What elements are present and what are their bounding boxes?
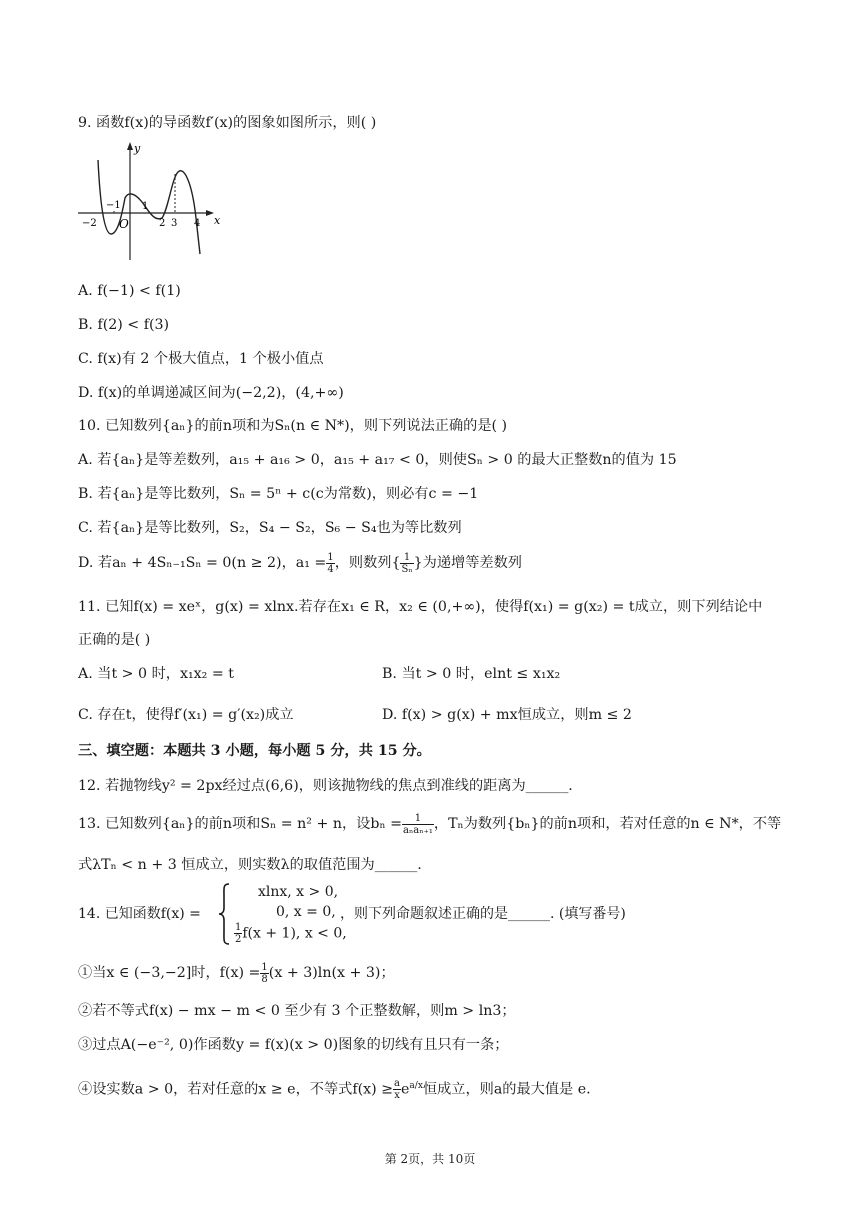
q11-stem-line1: 11. 已知f(x) = xeˣ，g(x) = xlnx.若存在x₁ ∈ R，x₂ ∈ (0,+∞)，使得f(x₁) = g(x₂) = t成立，则下列结论中 xyxy=(78,599,763,615)
label-y: y xyxy=(134,142,141,155)
q13-part1: 13. 已知数列{aₙ}的前n项和Sₙ = n² + n，设bₙ = xyxy=(78,816,402,832)
q14-item4-part2: 恒成立，则a的最大值是 e. xyxy=(422,1081,591,1098)
q14-case3-expr: f(x + 1), x < 0, xyxy=(242,925,347,942)
q12-text: 12. 若抛物线y² = 2px经过点(6,6)，则该抛物线的焦点到准线的距离为______. xyxy=(78,778,573,794)
q10-option-d xyxy=(78,550,522,576)
q14-item4-exponent: a/x xyxy=(409,1081,423,1091)
q14-definition xyxy=(78,880,678,946)
y-axis-arrow xyxy=(127,142,133,150)
q10-option-d-part1: D. 若aₙ + 4Sₙ₋₁Sₙ = 0(n ≥ 2)，a₁ = xyxy=(78,555,327,571)
q14-case2: 0, x = 0, xyxy=(276,904,336,920)
frac-denominator: 4 xyxy=(327,563,334,575)
derivative-graph xyxy=(74,142,224,264)
page-footer: 第 2页，共 10页 xyxy=(384,1152,476,1166)
tick-minus1: −1 xyxy=(106,200,121,211)
fraction-bn xyxy=(402,813,434,836)
frac-numerator: 1 xyxy=(400,552,413,564)
q11-stem-line2: 正确的是( ) xyxy=(78,632,151,648)
q11-option-d: D. f(x) > g(x) + mx恒成立，则m ≤ 2 xyxy=(382,707,632,723)
fraction-one-over-sn xyxy=(400,552,413,575)
frac-numerator: 1 xyxy=(261,961,268,973)
label-origin: O xyxy=(119,217,129,231)
q10-option-d-part3: }为递增等差数列 xyxy=(413,555,522,571)
fraction-one-eighth xyxy=(260,962,268,985)
frac-numerator: 1 xyxy=(327,551,334,563)
q14-item4-exp-base: e xyxy=(401,1081,410,1098)
fraction-a-over-x xyxy=(393,1078,401,1101)
q10-option-a: A. 若{aₙ}是等差数列，a₁₅ + a₁₆ > 0，a₁₅ + a₁₇ < 0，则使Sₙ > 0 的最大正整数n的值为 15 xyxy=(78,452,677,468)
q10-option-b: B. 若{aₙ}是等比数列，Sₙ = 5ⁿ + c(c为常数)，则必有c = −1 xyxy=(78,486,479,502)
frac-denominator: Sₙ xyxy=(401,563,413,575)
q13-line1 xyxy=(78,810,781,838)
q14-case1: xlnx, x > 0, xyxy=(258,884,339,900)
q14-lead: 14. 已知函数f(x) = xyxy=(78,906,201,922)
q10-option-d-part2: ，则数列{ xyxy=(334,555,401,571)
q14-item4-part1: ④设实数a > 0，若对任意的x ≥ e，不等式f(x) ≥ xyxy=(78,1081,394,1098)
frac-denominator: 8 xyxy=(261,973,268,985)
q13-line2: 式λTₙ < n + 3 恒成立，则实数λ的取值范围为______. xyxy=(78,857,422,873)
q14-item1 xyxy=(78,960,395,986)
tick-1: 1 xyxy=(142,201,149,212)
tick-minus2: −2 xyxy=(82,218,97,229)
q9-option-a: A. f(−1) < f(1) xyxy=(78,283,181,299)
q13-part2: ，Tₙ为数列{bₙ}的前n项和，若对任意的n ∈ N*，不等 xyxy=(433,816,782,832)
frac-numerator: 1 xyxy=(402,813,434,825)
q11-option-b: B. 当t > 0 时，elnt ≤ x₁x₂ xyxy=(382,666,561,682)
q14-item2: ②若不等式f(x) − mx − m < 0 至少有 3 个正整数解，则m > ln3； xyxy=(78,1003,516,1019)
q11-option-a: A. 当t > 0 时，x₁x₂ = t xyxy=(78,666,234,682)
q11-option-c: C. 存在t，使得f′(x₁) = g′(x₂)成立 xyxy=(78,707,294,723)
left-brace-icon xyxy=(217,882,231,946)
q14-item1-part1: ①当x ∈ (−3,−2]时，f(x) = xyxy=(78,965,261,981)
q9-stem: 9. 函数f(x)的导函数f′(x)的图象如图所示，则( ) xyxy=(78,115,377,131)
q9-option-b: B. f(2) < f(3) xyxy=(78,317,170,333)
q10-stem: 10. 已知数列{aₙ}的前n项和为Sₙ(n ∈ N*)，则下列说法正确的是( ) xyxy=(78,418,508,434)
q14-tail: ，则下列命题叙述正确的是______. (填写番号) xyxy=(340,906,626,922)
section-heading: 三、填空题：本题共 3 小题，每小题 5 分，共 15 分。 xyxy=(78,743,431,759)
frac-numerator: 1 xyxy=(235,922,242,933)
q9-option-c: C. f(x)有 2 个极大值点，1 个极小值点 xyxy=(78,351,324,367)
tick-3: 3 xyxy=(171,218,178,229)
q14-case3 xyxy=(234,922,347,945)
x-axis-arrow xyxy=(206,210,214,216)
label-x: x xyxy=(214,214,221,227)
q14-item1-part2: (x + 3)ln(x + 3)； xyxy=(268,965,395,981)
q9-option-d: D. f(x)的单调递减区间为(−2,2)，(4,+∞) xyxy=(78,385,344,401)
tick-4: 4 xyxy=(194,218,201,229)
tick-2: 2 xyxy=(159,218,166,229)
q14-item4 xyxy=(78,1072,591,1104)
frac-denominator: x xyxy=(394,1090,400,1102)
frac-numerator: a xyxy=(394,1078,401,1090)
q14-item3: ③过点A(−e⁻², 0)作函数y = f(x)(x > 0)图象的切线有且只有一条； xyxy=(78,1037,509,1053)
q10-option-c: C. 若{aₙ}是等比数列，S₂，S₄ − S₂，S₆ − S₄也为等比数列 xyxy=(78,520,462,536)
frac-denominator: 2 xyxy=(235,934,242,945)
frac-denominator: aₙaₙ₊₁ xyxy=(403,824,433,836)
fraction-one-quarter xyxy=(326,552,334,575)
